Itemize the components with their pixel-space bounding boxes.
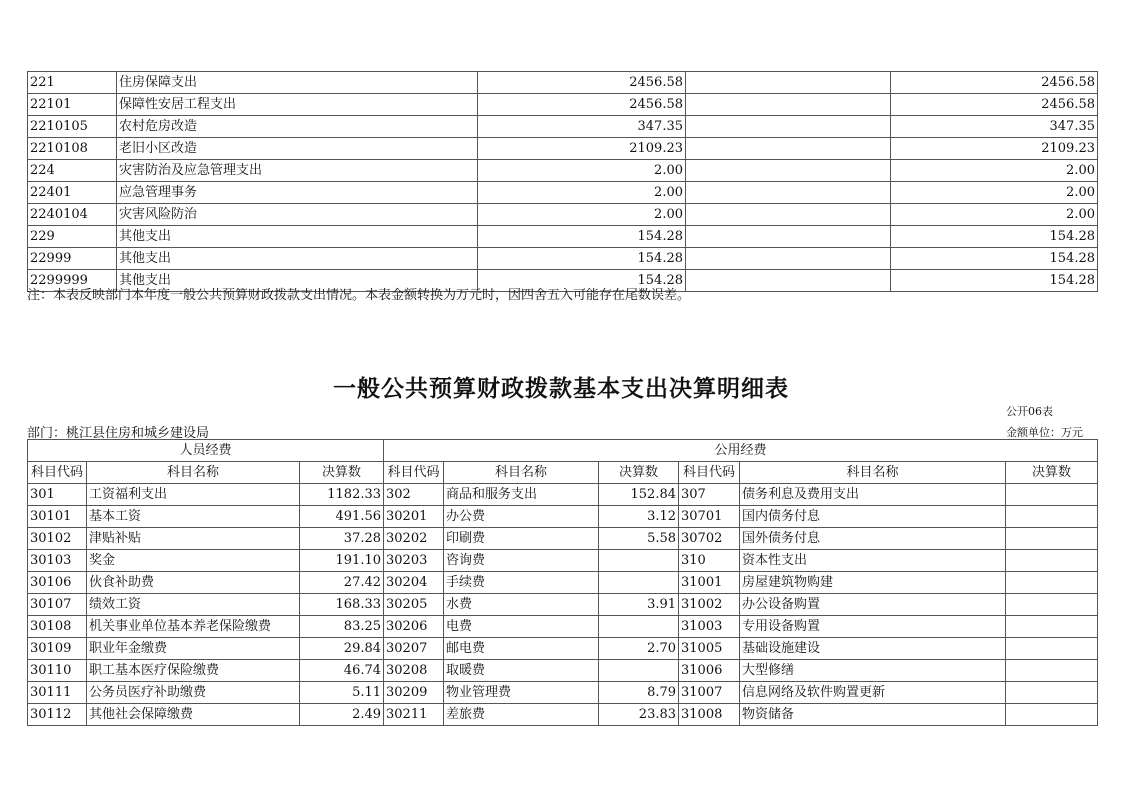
table-row [28, 528, 1098, 550]
amount-cell [686, 248, 891, 270]
public-amount [1006, 660, 1098, 682]
amount-cell: 2456.58 [891, 72, 1098, 94]
subject-code: 229 [28, 226, 117, 248]
public-amount: 5.58 [599, 528, 679, 550]
public-amount: 3.91 [599, 594, 679, 616]
public-code: 30701 [679, 506, 740, 528]
personnel-amount: 46.74 [300, 660, 384, 682]
subject-code: 22999 [28, 248, 117, 270]
personnel-name: 津贴补贴 [87, 528, 300, 550]
public-name: 债务利息及费用支出 [740, 484, 1006, 506]
amount-cell [686, 204, 891, 226]
public-name: 取暖费 [444, 660, 599, 682]
table-row [28, 660, 1098, 682]
personnel-amount: 83.25 [300, 616, 384, 638]
personnel-amount: 29.84 [300, 638, 384, 660]
basic-expenditure-detail-table [27, 439, 1098, 726]
personnel-name: 奖金 [87, 550, 300, 572]
subject-code: 221 [28, 72, 117, 94]
public-code: 30202 [384, 528, 444, 550]
amount-cell: 347.35 [891, 116, 1098, 138]
public-name: 手续费 [444, 572, 599, 594]
amount-cell [686, 116, 891, 138]
public-name: 电费 [444, 616, 599, 638]
amount-cell: 2456.58 [891, 94, 1098, 116]
personnel-amount: 37.28 [300, 528, 384, 550]
table-row [28, 226, 1098, 248]
amount-cell: 2.00 [891, 182, 1098, 204]
amount-cell: 2109.23 [891, 138, 1098, 160]
amount-cell: 154.28 [478, 248, 686, 270]
amount-cell: 2.00 [478, 182, 686, 204]
public-code: 30203 [384, 550, 444, 572]
amount-cell: 154.28 [478, 226, 686, 248]
personnel-amount: 491.56 [300, 506, 384, 528]
amount-cell: 154.28 [891, 248, 1098, 270]
form-number: 公开06表 [1006, 405, 1053, 418]
personnel-code: 30101 [28, 506, 87, 528]
public-amount: 23.83 [599, 704, 679, 726]
public-name: 信息网络及软件购置更新 [740, 682, 1006, 704]
public-amount [599, 572, 679, 594]
subject-code: 2210105 [28, 116, 117, 138]
public-name: 印刷费 [444, 528, 599, 550]
public-name: 专用设备购置 [740, 616, 1006, 638]
subject-code: 224 [28, 160, 117, 182]
public-name: 国内债务付息 [740, 506, 1006, 528]
public-amount [1006, 528, 1098, 550]
public-name: 资本性支出 [740, 550, 1006, 572]
public-amount [599, 550, 679, 572]
public-code: 30209 [384, 682, 444, 704]
subject-name: 农村危房改造 [117, 116, 478, 138]
table-row [28, 160, 1098, 182]
public-amount [1006, 638, 1098, 660]
amount-cell: 2456.58 [478, 72, 686, 94]
public-code: 31005 [679, 638, 740, 660]
page-title: 一般公共预算财政拨款基本支出决算明细表 [333, 375, 789, 402]
public-amount: 152.84 [599, 484, 679, 506]
public-amount [1006, 682, 1098, 704]
personnel-code: 30110 [28, 660, 87, 682]
table-row [28, 248, 1098, 270]
public-code: 31006 [679, 660, 740, 682]
public-amount: 3.12 [599, 506, 679, 528]
public-code: 31008 [679, 704, 740, 726]
col-header-name: 科目名称 [87, 462, 300, 484]
public-amount [1006, 550, 1098, 572]
amount-cell: 2.00 [891, 204, 1098, 226]
subject-code: 2210108 [28, 138, 117, 160]
public-name: 商品和服务支出 [444, 484, 599, 506]
table-row [28, 550, 1098, 572]
public-code: 310 [679, 550, 740, 572]
public-code: 30702 [679, 528, 740, 550]
public-name: 邮电费 [444, 638, 599, 660]
public-code: 30204 [384, 572, 444, 594]
personnel-name: 机关事业单位基本养老保险缴费 [87, 616, 300, 638]
table-row [28, 594, 1098, 616]
subject-name: 应急管理事务 [117, 182, 478, 204]
department-label: 部门：桃江县住房和城乡建设局 [27, 426, 210, 441]
public-code: 31002 [679, 594, 740, 616]
amount-cell [686, 226, 891, 248]
col-header-amount: 决算数 [300, 462, 384, 484]
personnel-code: 30107 [28, 594, 87, 616]
amount-cell [686, 138, 891, 160]
public-code: 30207 [384, 638, 444, 660]
personnel-code: 30108 [28, 616, 87, 638]
personnel-name: 公务员医疗补助缴费 [87, 682, 300, 704]
table-row [28, 94, 1098, 116]
personnel-name: 基本工资 [87, 506, 300, 528]
public-name: 差旅费 [444, 704, 599, 726]
amount-cell: 2.00 [478, 204, 686, 226]
table-row [28, 138, 1098, 160]
subject-code: 2299999 [28, 270, 117, 292]
col-header-name: 科目名称 [740, 462, 1006, 484]
public-name: 物资储备 [740, 704, 1006, 726]
personnel-code: 30111 [28, 682, 87, 704]
amount-cell: 2456.58 [478, 94, 686, 116]
amount-cell [686, 270, 891, 292]
personnel-name: 职业年金缴费 [87, 638, 300, 660]
col-header-amount: 决算数 [1006, 462, 1098, 484]
subject-code: 22401 [28, 182, 117, 204]
public-code: 307 [679, 484, 740, 506]
table-row [28, 682, 1098, 704]
public-amount: 8.79 [599, 682, 679, 704]
expenditure-summary-table [27, 71, 1098, 292]
subject-name: 其他支出 [117, 248, 478, 270]
amount-cell [686, 72, 891, 94]
col-header-code: 科目代码 [679, 462, 740, 484]
table-row [28, 704, 1098, 726]
group-personnel-header: 人员经费 [28, 440, 384, 462]
public-name: 物业管理费 [444, 682, 599, 704]
public-code: 31007 [679, 682, 740, 704]
public-name: 办公设备购置 [740, 594, 1006, 616]
subject-name: 灾害风险防治 [117, 204, 478, 226]
public-code: 30201 [384, 506, 444, 528]
amount-cell: 2.00 [891, 160, 1098, 182]
public-amount: 2.70 [599, 638, 679, 660]
personnel-code: 30106 [28, 572, 87, 594]
personnel-amount: 2.49 [300, 704, 384, 726]
personnel-name: 其他社会保障缴费 [87, 704, 300, 726]
personnel-name: 伙食补助费 [87, 572, 300, 594]
personnel-name: 绩效工资 [87, 594, 300, 616]
subject-name: 保障性安居工程支出 [117, 94, 478, 116]
subject-name: 灾害防治及应急管理支出 [117, 160, 478, 182]
amount-cell: 2.00 [478, 160, 686, 182]
public-name: 咨询费 [444, 550, 599, 572]
col-header-code: 科目代码 [28, 462, 87, 484]
public-name: 大型修缮 [740, 660, 1006, 682]
public-amount [1006, 506, 1098, 528]
public-amount [1006, 704, 1098, 726]
public-amount [1006, 594, 1098, 616]
public-amount [1006, 484, 1098, 506]
personnel-amount: 5.11 [300, 682, 384, 704]
personnel-name: 工资福利支出 [87, 484, 300, 506]
table-row [28, 572, 1098, 594]
personnel-amount: 27.42 [300, 572, 384, 594]
amount-unit-label: 金额单位：万元 [1006, 426, 1083, 439]
public-amount [599, 616, 679, 638]
subject-name: 住房保障支出 [117, 72, 478, 94]
table-row [28, 616, 1098, 638]
col-header-code: 科目代码 [384, 462, 444, 484]
public-code: 31003 [679, 616, 740, 638]
public-code: 302 [384, 484, 444, 506]
personnel-amount: 191.10 [300, 550, 384, 572]
table-row [28, 116, 1098, 138]
table-row [28, 182, 1098, 204]
table-row [28, 484, 1098, 506]
subject-name: 其他支出 [117, 270, 478, 292]
public-code: 30211 [384, 704, 444, 726]
amount-cell: 347.35 [478, 116, 686, 138]
public-code: 31001 [679, 572, 740, 594]
personnel-code: 301 [28, 484, 87, 506]
table-row [28, 72, 1098, 94]
amount-cell [686, 160, 891, 182]
group-header-row [28, 440, 1098, 462]
amount-cell [686, 182, 891, 204]
public-name: 国外债务付息 [740, 528, 1006, 550]
amount-cell: 154.28 [891, 270, 1098, 292]
amount-cell: 2109.23 [478, 138, 686, 160]
table-row [28, 204, 1098, 226]
col-header-amount: 决算数 [599, 462, 679, 484]
amount-cell: 154.28 [891, 226, 1098, 248]
table-row [28, 506, 1098, 528]
personnel-code: 30103 [28, 550, 87, 572]
subject-code: 22101 [28, 94, 117, 116]
public-amount [1006, 572, 1098, 594]
group-public-header: 公用经费 [384, 440, 1098, 462]
personnel-code: 30112 [28, 704, 87, 726]
column-header-row [28, 462, 1098, 484]
subject-code: 2240104 [28, 204, 117, 226]
public-name: 水费 [444, 594, 599, 616]
amount-cell [686, 94, 891, 116]
table-row [28, 638, 1098, 660]
personnel-amount: 168.33 [300, 594, 384, 616]
col-header-name: 科目名称 [444, 462, 599, 484]
subject-name: 其他支出 [117, 226, 478, 248]
personnel-name: 职工基本医疗保险缴费 [87, 660, 300, 682]
public-amount [599, 660, 679, 682]
public-code: 30206 [384, 616, 444, 638]
personnel-amount: 1182.33 [300, 484, 384, 506]
table-note: 注：本表反映部门本年度一般公共预算财政拨款支出情况。本表金额转换为万元时，因四舍五入可能存在尾数误差。 [27, 288, 691, 303]
personnel-code: 30109 [28, 638, 87, 660]
public-amount [1006, 616, 1098, 638]
public-code: 30208 [384, 660, 444, 682]
public-code: 30205 [384, 594, 444, 616]
personnel-code: 30102 [28, 528, 87, 550]
subject-name: 老旧小区改造 [117, 138, 478, 160]
amount-cell: 154.28 [478, 270, 686, 292]
public-name: 房屋建筑物购建 [740, 572, 1006, 594]
public-name: 基础设施建设 [740, 638, 1006, 660]
public-name: 办公费 [444, 506, 599, 528]
